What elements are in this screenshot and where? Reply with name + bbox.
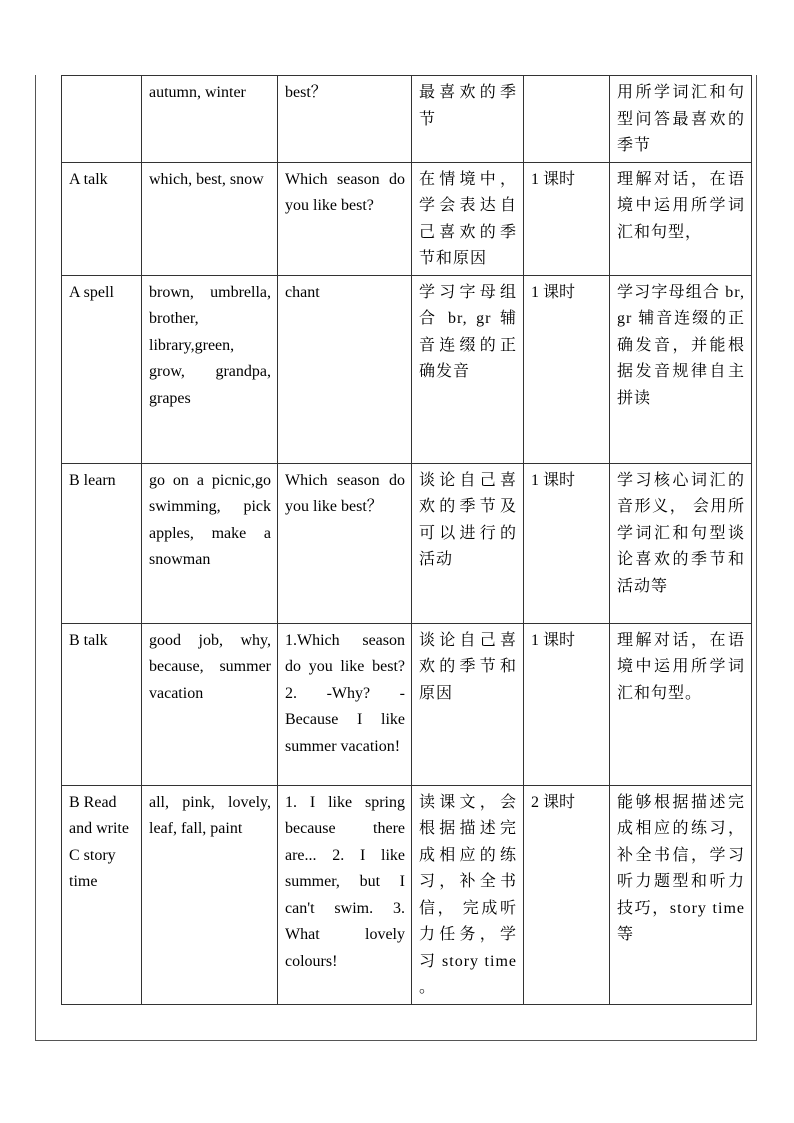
goal-cell: 谈论自己喜欢的季节和原因 (412, 623, 524, 785)
hours-cell: 1 课时 (524, 162, 610, 275)
objective-cell: 用所学词汇和句型问答最喜欢的季节 (610, 76, 752, 163)
unit-cell: B learn (62, 463, 142, 623)
sentence-cell: chant (278, 275, 412, 463)
table-row (62, 275, 752, 463)
hours-cell: 1 课时 (524, 275, 610, 463)
hours-cell: 1 课时 (524, 463, 610, 623)
unit-cell: A spell (62, 275, 142, 463)
objective-cell: 理解对话，在语境中运用所学词汇和句型， (610, 162, 752, 275)
sentence-cell: best？ (278, 76, 412, 163)
vocab-cell: brown, umbrella, brother, library,green, grow, grandpa, grapes (142, 275, 278, 463)
hours-cell: 2 课时 (524, 785, 610, 1004)
unit-cell: A talk (62, 162, 142, 275)
vocab-cell: all, pink, lovely, leaf, fall, paint (142, 785, 278, 1004)
objective-cell: 能够根据描述完成相应的练习，补全书信，学习听力题型和听力技巧，story time 等 (610, 785, 752, 1004)
unit-cell: B talk (62, 623, 142, 785)
unit-cell (62, 76, 142, 163)
sentence-cell: Which season do you like best? (278, 162, 412, 275)
objective-cell: 学习核心词汇的音形义， 会用所学词汇和句型谈论喜欢的季节和活动等 (610, 463, 752, 623)
table-row (62, 463, 752, 623)
goal-cell: 读课文，会根据描述完成相应的练习，补全书信， 完成听力任务，学 习 story time 。 (412, 785, 524, 1004)
goal-cell: 最喜欢的季节 (412, 76, 524, 163)
vocab-cell: autumn, winter (142, 76, 278, 163)
vocab-cell: which, best, snow (142, 162, 278, 275)
unit-cell: B Read and write C story time (62, 785, 142, 1004)
table-row (62, 162, 752, 275)
vocab-cell: go on a picnic,go swimming, pick apples, make a snowman (142, 463, 278, 623)
vocab-cell: good job, why, because, summer vacation (142, 623, 278, 785)
objective-cell: 学习字母组合 br, gr 辅音连缀的正确发音，并能根据发音规律自主拼读 (610, 275, 752, 463)
goal-cell: 谈论自己喜欢的季节及可以进行的活动 (412, 463, 524, 623)
lesson-plan-table (61, 75, 752, 1005)
goal-cell: 学习字母组合 br, gr 辅音连缀的正确发音 (412, 275, 524, 463)
sentence-cell: 1.Which season do you like best? 2. -Why? -Because I like summer vacation! (278, 623, 412, 785)
sentence-cell: Which season do you like best？ (278, 463, 412, 623)
table-row (62, 76, 752, 163)
sentence-cell: 1. I like spring because there are... 2. I like summer, but I can't swim. 3. What lovely colours! (278, 785, 412, 1004)
table-row (62, 623, 752, 785)
table-row (62, 785, 752, 1004)
hours-cell: 1 课时 (524, 623, 610, 785)
goal-cell: 在情境中，学会表达自己喜欢的季节和原因 (412, 162, 524, 275)
hours-cell (524, 76, 610, 163)
objective-cell: 理解对话，在语境中运用所学词汇和句型。 (610, 623, 752, 785)
